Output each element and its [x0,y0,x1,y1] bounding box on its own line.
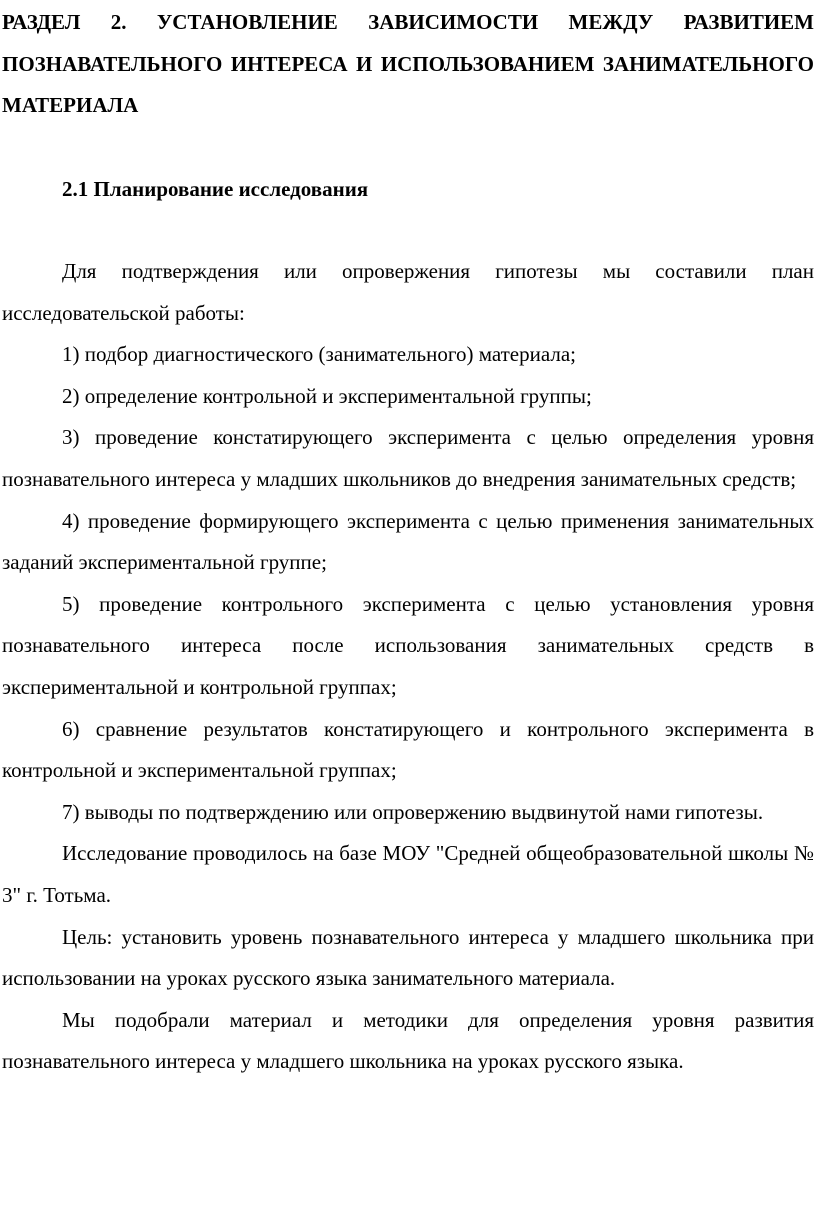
paragraph-goal: Цель: установить уровень познавательного интереса у младшего школьника при использовании на уроках русского языка занимательного материала. [2,924,814,991]
plan-item-7: 7) выводы по подтверждению или опровержению выдвинутой нами гипотезы. [62,799,764,824]
plan-item-4: 4) проведение формирующего эксперимента с целью применения занимательных заданий экспериментальной группе; [2,508,814,575]
plan-item-2: 2) определение контрольной и экспериментальной группы; [62,383,592,408]
plan-item-3: 3) проведение констатирующего эксперимента с целью определения уровня познавательного интереса у младших школьников до внедрения занимательных средств; [2,425,814,491]
paragraph-methods: Мы подобрали материал и методики для определения уровня развития познавательного интереса у младшего школьника на уроках русского языка. [2,1007,814,1074]
document-body [2,251,814,1083]
plan-item-1: 1) подбор диагностического (занимательного) материала; [62,342,576,367]
paragraph-intro: Для подтверждения или опровержения гипотезы мы составили план исследовательской работы: [2,259,814,325]
subsection-heading: 2.1 Планирование исследования [62,176,369,201]
plan-item-5: 5) проведение контрольного эксперимента с целью установления уровня познавательного интереса после использования занимательных средств в экспериментальной и контрольной группах; [2,591,814,699]
plan-item-6: 6) сравнение результатов констатирующего и контрольного эксперимента в контрольной и экспериментальной группах; [2,716,814,783]
section-heading: РАЗДЕЛ 2. УСТАНОВЛЕНИЕ ЗАВИСИМОСТИ МЕЖДУ РАЗВИТИЕМ ПОЗНАВАТЕЛЬНОГО ИНТЕРЕСА И ИСПОЛЬЗОВАНИЕМ ЗАНИМАТЕЛЬНОГО МАТЕРИАЛА [2,10,814,117]
paragraph-research-base: Исследование проводилось на базе МОУ "Средней общеобразовательной школы № 3" г. Тотьма. [2,841,814,907]
